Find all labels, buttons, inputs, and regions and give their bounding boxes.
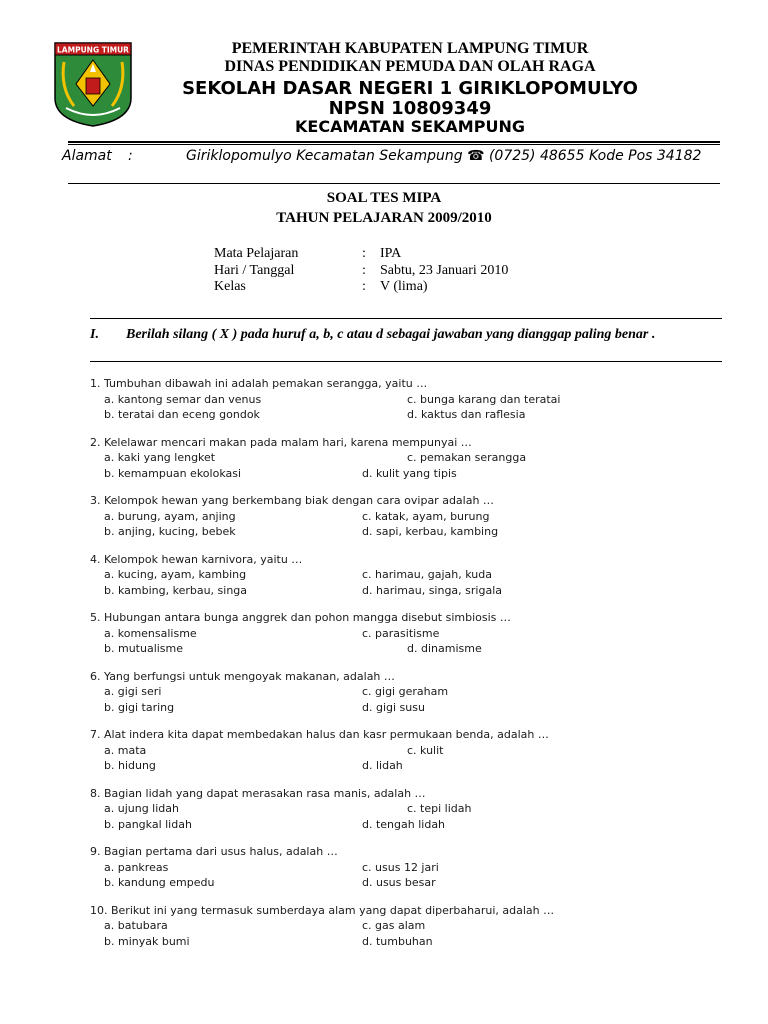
option-b: b. kandung empedu	[104, 876, 215, 889]
question-stem: 10. Berikut ini yang termasuk sumberdaya alam yang dapat diperbaharui, adalah …	[90, 903, 555, 917]
question-stem: 4. Kelompok hewan karnivora, yaitu …	[90, 552, 303, 566]
info-row	[214, 246, 508, 263]
option-c: c. gas alam	[362, 919, 426, 932]
option-c: c. gigi geraham	[362, 685, 449, 698]
option-d: d. tengah lidah	[362, 817, 446, 831]
address-rule	[68, 183, 720, 184]
question-item	[90, 552, 730, 597]
question-item	[90, 727, 730, 772]
letterhead-rule-top	[68, 141, 720, 143]
question-item	[90, 376, 730, 421]
option-b: b. kambing, kerbau, singa	[104, 583, 248, 597]
option-b: b. gigi taring	[104, 700, 175, 714]
letterhead-government: PEMERINTAH KABUPATEN LAMPUNG TIMUR	[231, 40, 589, 57]
question-stem: 2. Kelelawar mencari makan pada malam hari, karena mempunyai …	[90, 435, 472, 449]
info-sep: :	[362, 246, 366, 261]
option-d: d. tumbuhan	[362, 934, 433, 948]
option-a: a. pankreas	[104, 860, 169, 874]
letterhead-department: DINAS PENDIDIKAN PEMUDA DAN OLAH RAGA	[224, 58, 596, 75]
question-item	[90, 786, 730, 831]
instruction-rule-bottom	[90, 361, 722, 362]
question-stem: 6. Yang berfungsi untuk mengoyak makanan, adalah …	[90, 669, 395, 683]
option-b: b. anjing, kucing, bebek	[104, 525, 236, 538]
option-d: d. usus besar	[362, 876, 436, 889]
option-b: b. kemampuan ekolokasi	[104, 466, 242, 480]
instruction-text: Berilah silang ( X ) pada huruf a, b, c atau d sebagai jawaban yang dianggap paling benar .	[126, 327, 656, 342]
question-stem: 3. Kelompok hewan yang berkembang biak dengan cara ovipar adalah …	[90, 494, 494, 507]
option-d: d. harimau, singa, srigala	[362, 583, 502, 597]
address-label: Alamat	[62, 148, 112, 164]
question-stem: 5. Hubungan antara bunga anggrek dan pohon mangga disebut simbiosis …	[90, 611, 511, 624]
address-colon: :	[128, 148, 133, 164]
option-c: c. katak, ayam, burung	[362, 509, 490, 523]
option-a: a. mata	[104, 743, 147, 757]
info-label: Hari / Tanggal	[214, 262, 295, 278]
option-a: a. batubara	[104, 919, 168, 932]
option-a: a. ujung lidah	[104, 802, 179, 815]
info-sep: :	[362, 279, 366, 294]
option-c: c. pemakan serangga	[407, 451, 527, 464]
question-item	[90, 435, 730, 480]
question-stem: 7. Alat indera kita dapat membedakan halus dan kasr permukaan benda, adalah …	[90, 728, 549, 741]
letterhead-district: KECAMATAN SEKAMPUNG	[295, 117, 525, 136]
option-a: a. kucing, ayam, kambing	[104, 568, 247, 581]
info-value: Sabtu, 23 Januari 2010	[380, 262, 509, 278]
option-d: d. kulit yang tipis	[362, 466, 457, 480]
section-number: I.	[90, 327, 99, 342]
option-a: a. burung, ayam, anjing	[104, 509, 236, 523]
info-label: Kelas	[214, 279, 246, 294]
question-item	[90, 610, 730, 655]
option-a: a. gigi seri	[104, 685, 162, 698]
letterhead-rule-bottom	[68, 144, 720, 145]
option-c: c. harimau, gajah, kuda	[362, 568, 492, 581]
option-b: b. teratai dan eceng gondok	[104, 408, 260, 421]
academic-year: TAHUN PELAJARAN 2009/2010	[276, 210, 492, 226]
letterhead-school-name: SEKOLAH DASAR NEGERI 1 GIRIKLOPOMULYO	[182, 78, 638, 99]
info-sep: :	[362, 262, 366, 278]
info-row	[214, 279, 508, 296]
option-c: c. kulit	[407, 743, 444, 757]
option-c: c. usus 12 jari	[362, 860, 439, 874]
exam-info	[214, 246, 508, 296]
instruction-section	[90, 326, 722, 344]
info-value: IPA	[380, 246, 402, 261]
lampung-timur-crest-logo	[52, 40, 134, 128]
option-b: b. minyak bumi	[104, 934, 190, 948]
question-item	[90, 903, 730, 948]
school-address	[62, 148, 742, 165]
info-row	[214, 263, 508, 280]
info-label: Mata Pelajaran	[214, 246, 299, 261]
question-stem: 9. Bagian pertama dari usus halus, adalah …	[90, 845, 338, 858]
question-item	[90, 669, 730, 714]
exam-title: SOAL TES MIPA	[326, 190, 442, 206]
option-d: d. kaktus dan raflesia	[407, 408, 526, 421]
option-d: d. sapi, kerbau, kambing	[362, 525, 499, 538]
instruction-rule-top	[90, 318, 722, 319]
option-a: a. komensalisme	[104, 626, 197, 640]
svg-text:LAMPUNG TIMUR: LAMPUNG TIMUR	[57, 45, 129, 55]
address-text: Giriklopomulyo Kecamatan Sekampung ☎ (0725) 48655 Kode Pos 34182	[186, 148, 702, 164]
question-item	[90, 844, 730, 889]
question-stem: 8. Bagian lidah yang dapat merasakan rasa manis, adalah …	[90, 786, 426, 800]
option-b: b. pangkal lidah	[104, 817, 192, 831]
option-a: a. kantong semar dan venus	[104, 392, 262, 406]
option-c: c. parasitisme	[362, 626, 440, 640]
option-a: a. kaki yang lengket	[104, 451, 216, 464]
question-item	[90, 493, 730, 538]
option-b: b. hidung	[104, 759, 156, 772]
option-d: d. dinamisme	[407, 642, 482, 655]
info-value: V (lima)	[380, 279, 428, 294]
letterhead-npsn: NPSN 10809349	[328, 98, 492, 119]
option-d: d. gigi susu	[362, 700, 425, 714]
option-b: b. mutualisme	[104, 642, 184, 655]
option-c: c. tepi lidah	[407, 802, 472, 815]
option-d: d. lidah	[362, 759, 403, 772]
option-c: c. bunga karang dan teratai	[407, 392, 561, 406]
question-stem: 1. Tumbuhan dibawah ini adalah pemakan serangga, yaitu …	[90, 377, 428, 390]
